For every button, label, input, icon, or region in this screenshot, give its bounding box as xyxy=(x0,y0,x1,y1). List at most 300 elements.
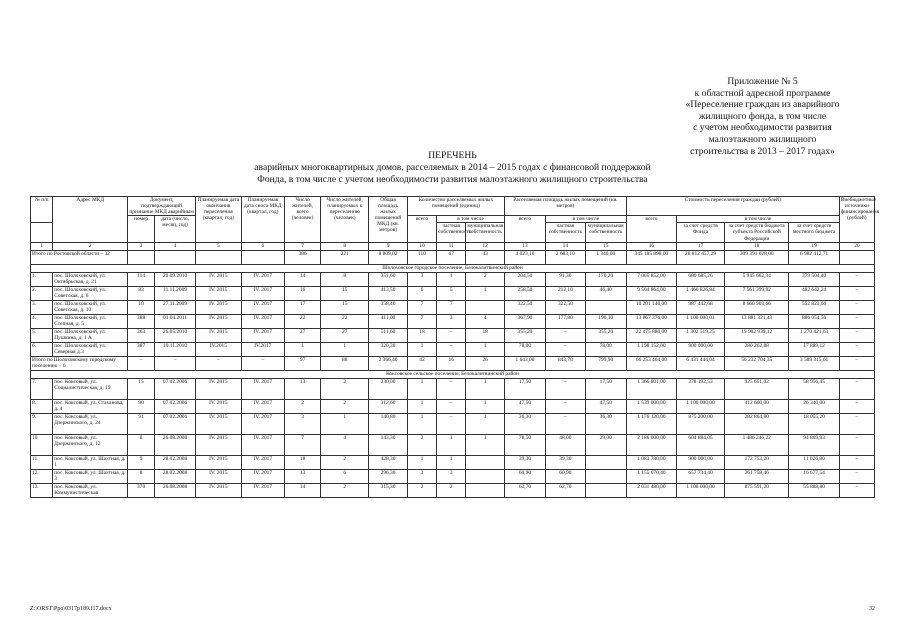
table-cell: 20 xyxy=(839,242,874,250)
table-cell: пос. Шолоховский, ул. Северная д.3 xyxy=(53,342,128,356)
table-cell: 1 xyxy=(31,242,53,250)
table-cell: 60,90 xyxy=(545,469,585,483)
table-cell: 43 xyxy=(466,250,505,264)
table-cell: 367,90 xyxy=(504,314,545,328)
table-cell: IV. 2017 xyxy=(241,314,284,328)
table-cell: 2 xyxy=(466,272,505,286)
table-cell: 7 561 399,92 xyxy=(725,286,789,300)
table-cell: – xyxy=(437,342,466,356)
hdr-extra: Внебюджетные источники финансирования (рублей) xyxy=(839,197,874,243)
table-cell: IV. 2015 xyxy=(196,483,242,497)
table-cell: 7 xyxy=(407,314,436,328)
footer-page-number: 32 xyxy=(869,606,875,612)
table-cell: 7 xyxy=(407,300,436,314)
table-cell: – xyxy=(839,286,874,300)
table-cell: 2 xyxy=(407,483,436,497)
table-cell: 22 xyxy=(284,314,320,328)
table-cell: 1 460 826,84 xyxy=(677,286,725,300)
table-cell: Шолоховское городское поселение, Белокалитвинский район xyxy=(31,264,875,272)
table-cell: 1. xyxy=(31,272,53,286)
table-cell: 900 000,00 xyxy=(677,455,725,469)
table-cell: 370 xyxy=(128,483,155,497)
table-cell: IV. 2015 xyxy=(196,469,242,483)
table-cell: – xyxy=(839,314,874,328)
table-cell: 1 xyxy=(466,378,505,399)
table-cell: – xyxy=(545,378,585,399)
table-row xyxy=(31,328,875,342)
appendix-line: к областной адресной программе xyxy=(694,87,831,99)
table-cell: 2 xyxy=(53,242,128,250)
table-cell: 1 xyxy=(407,342,436,356)
table-cell: 2 xyxy=(407,434,436,455)
table-cell: IV. 2017 xyxy=(241,413,284,434)
table-cell: 140,80 xyxy=(369,413,408,434)
table-cell: 15 xyxy=(128,378,155,399)
table-cell: 2. xyxy=(31,286,53,300)
table-cell: 170,20 xyxy=(585,272,626,286)
table-cell: IV. 2017 xyxy=(241,328,284,342)
table-cell: 261 758,46 xyxy=(725,469,789,483)
hdr-residents-planned: Число жителей, планируемых к переселению (человек) xyxy=(321,197,369,243)
table-cell: 36,30 xyxy=(504,413,545,434)
table-cell: пос. Коксовый, ул. Социалистическая, д. 19 xyxy=(53,378,128,399)
table-cell: 8 809,02 xyxy=(369,250,408,264)
table-cell: 1 xyxy=(284,342,320,356)
table-cell: 1 100 000,01 xyxy=(677,314,725,328)
table-cell: 1 100 000,00 xyxy=(677,483,725,497)
table-cell: пос. Коксовый, ул. Коммунистическая xyxy=(53,483,128,497)
table-cell: 1 xyxy=(466,399,505,413)
table-cell: 204,50 xyxy=(504,272,545,286)
table-cell: 296,30 xyxy=(369,469,408,483)
table-cell: пос. Коксовый, ул. Шахтная, д. 1 xyxy=(53,455,128,469)
table-cell: 280 262,88 xyxy=(725,342,789,356)
table-cell: 15 xyxy=(585,242,626,250)
table-cell: IV. 2017 xyxy=(241,455,284,469)
table-cell: 17 889,12 xyxy=(789,342,839,356)
hdr-area-private: частная собственность xyxy=(545,223,585,242)
appendix-line: малоэтажного жилищного xyxy=(708,133,817,145)
table-cell: 1 xyxy=(407,378,436,399)
table-cell: 3 xyxy=(284,413,320,434)
table-cell: 9 xyxy=(369,242,408,250)
table-cell: 10 201 140,00 xyxy=(626,300,676,314)
hdr-cost-local: за счет средств местного бюджета xyxy=(789,223,839,242)
table-cell: 1 198 152,00 xyxy=(626,342,676,356)
table-cell: 172 753,20 xyxy=(725,455,789,469)
appendix-line: с учетом необходимости развития xyxy=(693,122,832,134)
table-cell: 322,50 xyxy=(545,300,585,314)
table-cell: 9. xyxy=(31,413,53,434)
table-cell: 1 xyxy=(407,413,436,434)
table-cell: 01.04.2011 xyxy=(155,314,196,328)
appendix-line: «Переселение граждан из аварийного xyxy=(685,99,840,111)
table-cell: – xyxy=(545,413,585,434)
table-cell: 387 xyxy=(128,342,155,356)
table-cell: 07.02.2006 xyxy=(155,378,196,399)
section-row xyxy=(31,370,875,378)
table-cell: 60,90 xyxy=(504,469,545,483)
table-cell: – xyxy=(839,399,874,413)
table-cell: 412 660,00 xyxy=(725,399,789,413)
table-cell: 90 xyxy=(128,399,155,413)
table-cell xyxy=(155,250,196,264)
table-cell: 22 475 880,00 xyxy=(626,328,676,342)
table-cell: 28 812 457,29 xyxy=(677,250,725,264)
hdr-area-municipal: муниципальная собственность xyxy=(585,223,626,242)
table-cell: 482 642,24 xyxy=(789,286,839,300)
table-cell: 15 xyxy=(321,300,369,314)
table-cell: 312,60 xyxy=(369,399,408,413)
table-cell: 26.08.2008 xyxy=(155,434,196,455)
table-cell: – xyxy=(437,399,466,413)
table-cell: 8 xyxy=(128,434,155,455)
table-cell: 886 054,56 xyxy=(789,314,839,328)
table-cell: 7 xyxy=(284,434,320,455)
table-cell: 2 683,10 xyxy=(545,250,585,264)
table-header xyxy=(31,197,880,243)
table-cell: IV. 2015 xyxy=(196,286,242,300)
region-total-row xyxy=(31,250,875,264)
table-cell: – xyxy=(839,469,874,483)
table-cell: 27 xyxy=(284,328,320,342)
table-cell: 16 xyxy=(284,286,320,300)
table-cell: – xyxy=(839,356,874,370)
hdr-cost-including: в том числе xyxy=(677,216,840,223)
table-cell: 13 xyxy=(504,242,545,250)
table-cell: 20.09.2010 xyxy=(155,272,196,286)
appendix-line: жилищного фонда, в том числе xyxy=(698,110,827,122)
table-cell: 19 xyxy=(789,242,839,250)
table-cell: 1 340,00 xyxy=(585,250,626,264)
table-cell: 26.08.2008 xyxy=(155,483,196,497)
table-cell: 16 677,54 xyxy=(789,469,839,483)
table-cell: 114 xyxy=(128,272,155,286)
table-cell: 19 902 939,12 xyxy=(725,328,789,342)
table-cell: 17 xyxy=(677,242,725,250)
table-row xyxy=(31,286,875,300)
table-cell: – xyxy=(839,455,874,469)
table-row xyxy=(31,455,875,469)
table-cell: 5 xyxy=(196,242,242,250)
table-row xyxy=(31,378,875,399)
table-cell: IV. 2015 xyxy=(196,378,242,399)
table-cell xyxy=(585,455,626,469)
table-cell: 6. xyxy=(31,342,53,356)
table-row xyxy=(31,314,875,328)
table-row xyxy=(31,300,875,314)
table-cell: 13 xyxy=(284,378,320,399)
table-cell: 1 xyxy=(466,413,505,434)
table-cell xyxy=(128,250,155,264)
appendix-line: строительства в 2013 – 2017 годах» xyxy=(690,145,835,157)
table-cell: пос. Коксовый, ул. Дзержинского, д. 12 xyxy=(53,434,128,455)
table-cell: – xyxy=(839,413,874,434)
hdr-doc-date: дата (число, месяц, год) xyxy=(155,216,196,242)
table-cell: IV. 2015 xyxy=(196,455,242,469)
table-cell: 2 xyxy=(321,378,369,399)
table-cell: – xyxy=(839,483,874,497)
table-cell: 3 589 315,61 xyxy=(789,356,839,370)
table-cell: 17,50 xyxy=(504,378,545,399)
table-cell: 1 xyxy=(321,342,369,356)
table-cell: 67 xyxy=(437,250,466,264)
table-row xyxy=(31,272,875,286)
table-cell: IV. 2015 xyxy=(196,399,242,413)
table-cell: 428,30 xyxy=(369,455,408,469)
table-cell: 10 xyxy=(407,242,436,250)
appendix-block xyxy=(640,76,885,157)
table-body xyxy=(31,242,875,497)
table-cell: 17,50 xyxy=(585,378,626,399)
table-cell: 11 026,80 xyxy=(789,455,839,469)
table-cell: – xyxy=(839,434,874,455)
table-cell: 15 xyxy=(321,286,369,300)
table-cell: пос. Шолоховский, ул. Пушкина, д. 1 А xyxy=(53,328,128,342)
table-cell: 363 xyxy=(128,328,155,342)
hdr-resettle-area: Расселяемая площадь жилых помещений (кв. метров) xyxy=(504,197,626,216)
table-cell: 177,80 xyxy=(545,314,585,328)
table-cell xyxy=(241,250,284,264)
table-cell: пос. Шолоховский, ул. Степная, д. 5 xyxy=(53,314,128,328)
table-cell: 2 xyxy=(321,399,369,413)
table-cell: 1 643,00 xyxy=(504,356,545,370)
table-cell: 320,30 xyxy=(369,342,408,356)
table-cell: – xyxy=(545,399,585,413)
table-cell: 47,50 xyxy=(585,399,626,413)
hdr-cost: Стоимость переселения граждан (рублей) xyxy=(626,197,839,216)
column-number-row xyxy=(31,242,875,250)
hdr-area-including: в том числе xyxy=(545,216,626,223)
table-cell: 62,70 xyxy=(504,483,545,497)
table-cell: 78,00 xyxy=(585,342,626,356)
table-cell: 12 xyxy=(466,242,505,250)
table-cell xyxy=(196,250,242,264)
table-cell: – xyxy=(155,356,196,370)
table-cell: 282 864,80 xyxy=(725,413,789,434)
table-cell: 1 176 120,00 xyxy=(626,413,676,434)
table-cell: 3. xyxy=(31,300,53,314)
hdr-doc-number: номер xyxy=(128,216,155,242)
table-cell: 3 xyxy=(437,314,466,328)
table-cell: 56 232 704,35 xyxy=(725,356,789,370)
table-row xyxy=(31,413,875,434)
table-cell: 221 xyxy=(321,250,369,264)
table-cell xyxy=(585,483,626,497)
table-cell: 1 100 000,00 xyxy=(677,399,725,413)
table-cell: – xyxy=(128,356,155,370)
table-cell: 604 884,05 xyxy=(677,434,725,455)
table-cell: 26 xyxy=(466,356,505,370)
table-cell: 657 734,40 xyxy=(677,469,725,483)
table-cell: 26 340,00 xyxy=(789,399,839,413)
table-cell: 355,20 xyxy=(585,328,626,342)
table-cell: 2 031 480,00 xyxy=(626,483,676,497)
table-cell: 345 185 898,00 xyxy=(626,250,676,264)
table-cell: 83 xyxy=(128,286,155,300)
table-cell: 13. xyxy=(31,483,53,497)
table-cell xyxy=(466,483,505,497)
table-cell: 355,20 xyxy=(504,328,545,342)
table-cell: 14 xyxy=(284,483,320,497)
title-line: аварийных многоквартирных домов, расселяемых в 2014 – 2015 годах с финансовой поддержкой xyxy=(254,162,651,174)
table-cell: – xyxy=(196,356,242,370)
hdr-residents: Число жителей, всего (человек) xyxy=(284,197,320,243)
table-cell: 13 881 321,43 xyxy=(725,314,789,328)
table-cell: 10. xyxy=(31,434,53,455)
hdr-cost-fund: за счет средств Фонда xyxy=(677,223,725,242)
table-cell: 07.02.2006 xyxy=(155,413,196,434)
table-cell: 230,00 xyxy=(369,378,408,399)
table-cell: 1 270 421,63 xyxy=(789,328,839,342)
title-heading: ПЕРЕЧЕНЬ xyxy=(428,150,477,161)
table-row xyxy=(31,434,875,455)
table-cell: IV. 2017 xyxy=(241,300,284,314)
table-cell: пос. Коксовый, ул. Дзержинского, д. 24 xyxy=(53,413,128,434)
table-cell: IV. 2017 xyxy=(241,286,284,300)
table-cell: 110 xyxy=(407,250,436,264)
table-cell: 13 867 376,00 xyxy=(626,314,676,328)
table-cell: 17 xyxy=(284,300,320,314)
table-cell: 6 xyxy=(241,242,284,250)
table-cell: 16 xyxy=(626,242,676,250)
table-cell: 7 xyxy=(437,300,466,314)
table-cell: 5 xyxy=(437,286,466,300)
table-cell: 212,10 xyxy=(545,286,585,300)
hdr-planned-demolish: Планируемая дата сноса МКД (квартал, год) xyxy=(241,197,284,243)
table-cell: 10 xyxy=(128,300,155,314)
table-cell: 3 xyxy=(128,242,155,250)
table-cell: IV. 2017 xyxy=(241,434,284,455)
table-cell: IV. 2017 xyxy=(241,483,284,497)
section-row xyxy=(31,264,875,272)
table-cell: 18 xyxy=(407,328,436,342)
table-cell: 9 504 864,00 xyxy=(626,286,676,300)
table-cell: 552 823,66 xyxy=(789,300,839,314)
table-row xyxy=(31,483,875,497)
table-cell: IV. 2015 xyxy=(196,314,242,328)
table-cell: 11 xyxy=(437,242,466,250)
table-cell: IV. 2017 xyxy=(241,272,284,286)
table-cell: 2 xyxy=(437,483,466,497)
table-cell: 900 000,00 xyxy=(677,342,725,356)
table-cell: 78,50 xyxy=(504,434,545,455)
table-cell: – xyxy=(839,342,874,356)
table-cell: пос. Шолоховский, ул. Советская, д. 10 xyxy=(53,300,128,314)
table-cell: Итого по Шолоховскому городскому поселению – 6 xyxy=(31,356,128,370)
table-cell: 6 431 444,04 xyxy=(677,356,725,370)
hdr-rooms-total: всего xyxy=(407,216,436,242)
table-cell: 2 xyxy=(321,455,369,469)
table-cell: 4 xyxy=(155,242,196,250)
table-cell: пос. Коксовый, ул. Стаханова, д. 4 xyxy=(53,399,128,413)
table-cell: – xyxy=(545,328,585,342)
table-cell: пос. Коксовый, ул. Шахтная, д. 3 xyxy=(53,469,128,483)
table-cell: 4 xyxy=(321,434,369,455)
table-cell: пос. Шолоховский, ул. Советская, д. 6 xyxy=(53,286,128,300)
table-cell: 6 xyxy=(321,469,369,483)
table-cell: 1 366 801,00 xyxy=(626,378,676,399)
table-cell: 5 945 662,34 xyxy=(725,272,789,286)
table-cell: 875 591,20 xyxy=(725,483,789,497)
table-cell: 9 xyxy=(128,455,155,469)
table-cell xyxy=(466,300,505,314)
table-cell: IV. 2017 xyxy=(241,399,284,413)
table-cell: 94 869,93 xyxy=(789,434,839,455)
table-cell: 7 xyxy=(284,242,320,250)
table-cell: 1 xyxy=(437,272,466,286)
table-cell: 78,00 xyxy=(504,342,545,356)
table-cell: 322,50 xyxy=(504,300,545,314)
table-cell: 2 xyxy=(284,399,320,413)
table-cell: 3 xyxy=(407,272,436,286)
table-cell: 843,70 xyxy=(545,356,585,370)
table-cell: 7 005 852,00 xyxy=(626,272,676,286)
table-cell: IV. 2015 xyxy=(196,272,242,286)
table-cell: 88 xyxy=(321,356,369,370)
table-cell: 47,50 xyxy=(504,399,545,413)
table-cell: 28.02.2008 xyxy=(155,469,196,483)
table-cell: – xyxy=(437,413,466,434)
hdr-area: Общая площадь жилых помещений МКД (кв. метров) xyxy=(369,197,408,243)
hdr-num-blank xyxy=(31,223,53,242)
table-cell: 6 982 412,71 xyxy=(789,250,839,264)
table-cell: 14 xyxy=(284,272,320,286)
table-cell: 1 xyxy=(466,286,505,300)
table-cell: IV. 2015 xyxy=(196,300,242,314)
table-cell: 411,00 xyxy=(369,314,408,328)
table-cell: 5. xyxy=(31,328,53,342)
table-cell: – xyxy=(839,300,874,314)
table-cell: 258,50 xyxy=(504,286,545,300)
table-cell: 62,70 xyxy=(545,483,585,497)
table-cell: 27.11.2009 xyxy=(155,300,196,314)
hdr-rooms-private: частная собственность xyxy=(437,223,466,242)
table-cell: IV. 2015 xyxy=(196,328,242,342)
table-cell: 39,30 xyxy=(504,455,545,469)
table-cell: 46,40 xyxy=(585,286,626,300)
table-cell xyxy=(466,455,505,469)
table-cell: 27 xyxy=(321,328,369,342)
table-cell: 1 xyxy=(321,413,369,434)
table-cell: пос. Шолоховский, ул. Октябрьская, д. 21 xyxy=(53,272,128,286)
table-cell xyxy=(585,469,626,483)
table-cell: 315,30 xyxy=(369,483,408,497)
table-cell: 26.05.2010 xyxy=(155,328,196,342)
table-cell: 1 xyxy=(437,434,466,455)
table-cell: – xyxy=(839,378,874,399)
title-line: Фонда, в том числе с учетом необходимости развития малоэтажного жилищного строительства xyxy=(257,173,648,185)
table-cell: 1 539 000,00 xyxy=(626,399,676,413)
table-cell: 4 xyxy=(466,314,505,328)
table-cell: IV. 2015 xyxy=(196,434,242,455)
table-cell: – xyxy=(839,272,874,286)
hdr-count-rooms: Количество расселяемых жилых помещений (единиц) xyxy=(407,197,504,216)
table-row xyxy=(31,469,875,483)
table-cell: IV.2015 xyxy=(196,342,242,356)
table-cell: 1 xyxy=(407,399,436,413)
table-cell: 987 442,68 xyxy=(677,300,725,314)
table-cell: 8 xyxy=(128,469,155,483)
table-cell: 8 xyxy=(321,242,369,250)
table-cell: 3 xyxy=(407,469,436,483)
table-cell: Итого по Ростовской области – 32 xyxy=(31,250,128,264)
table-cell: 66 253 464,00 xyxy=(626,356,676,370)
table-cell: 309 391 028,00 xyxy=(725,250,789,264)
table-cell: 48,00 xyxy=(545,434,585,455)
table-cell: 351,60 xyxy=(369,272,408,286)
table-cell: 58 956,45 xyxy=(789,378,839,399)
